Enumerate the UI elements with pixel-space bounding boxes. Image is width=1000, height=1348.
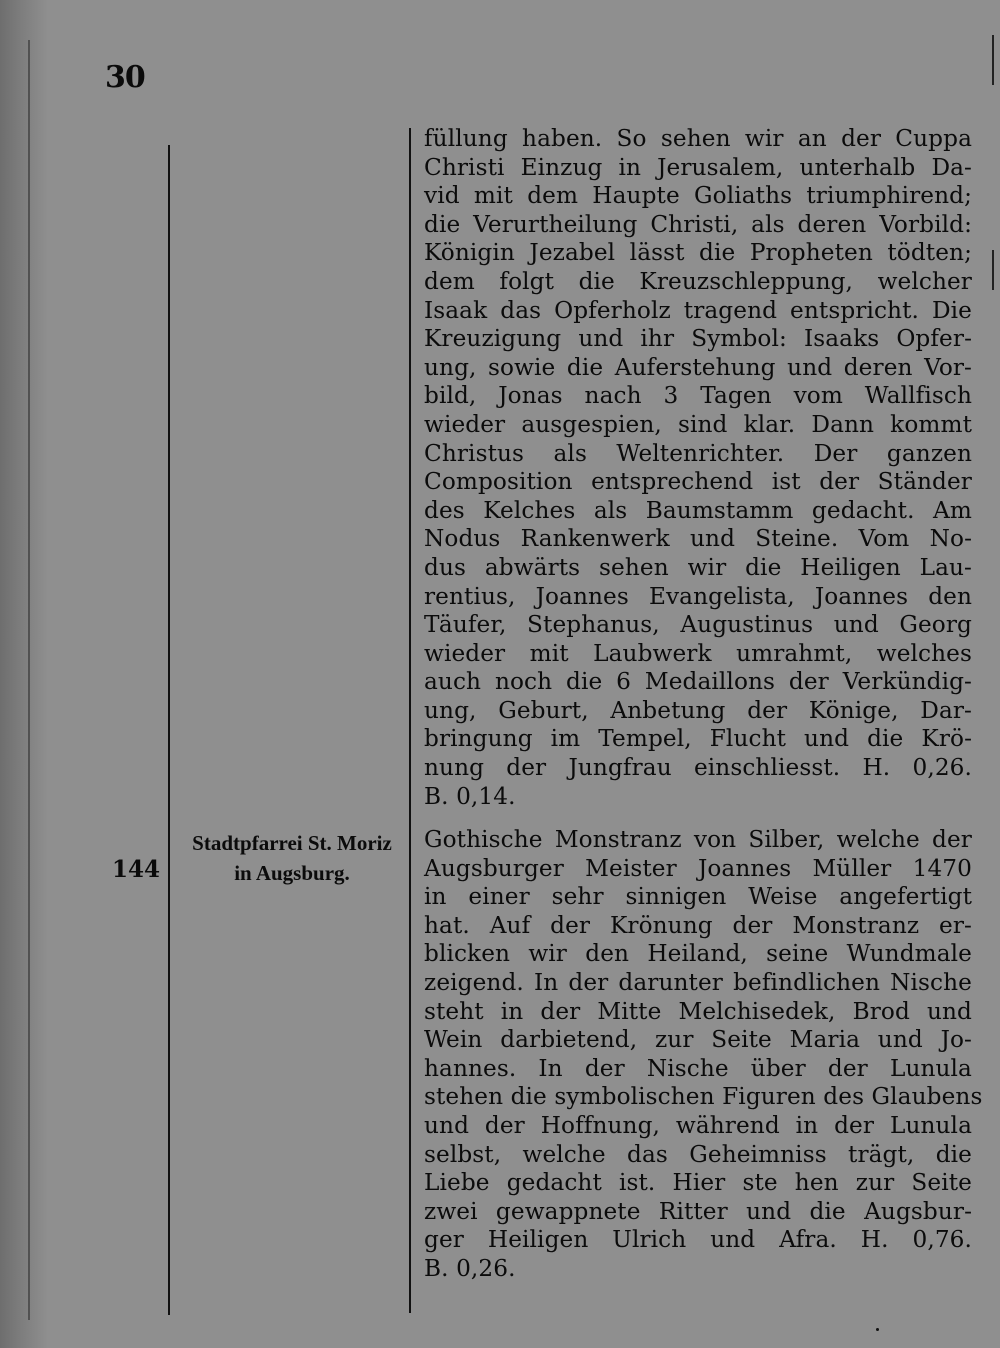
column-rule-left xyxy=(168,145,170,1315)
text-line: Täufer, Stephanus, Augustinus und Georg xyxy=(424,611,972,639)
entry-number: 144 xyxy=(112,856,161,883)
text-line: dem folgt die Kreuzschleppung, welcher xyxy=(424,267,972,295)
text-line: zeigend. In der darunter befindlichen Nische xyxy=(424,968,972,996)
text-line: rentius, Joannes Evangelista, Joannes den xyxy=(424,582,972,610)
text-line: Gothische Monstranz von Silber, welche der xyxy=(424,826,972,853)
text-line: vid mit dem Haupte Goliaths triumphirend; xyxy=(424,182,972,210)
edge-mark xyxy=(992,35,994,85)
text-line: nung der Jungfrau einschliesst. H. 0,26. xyxy=(424,754,972,782)
text-line: auch noch die 6 Medaillons der Verkündig- xyxy=(424,668,972,696)
text-line: Christi Einzug in Jerusalem, unterhalb Da- xyxy=(424,153,972,181)
text-line: und der Hoffnung, während in der Lunula xyxy=(424,1111,972,1139)
column-rule-right xyxy=(409,128,411,1313)
text-line: B. 0,14. xyxy=(424,782,516,810)
binding-edge xyxy=(28,40,30,1320)
page-number: 30 xyxy=(105,60,145,95)
owner-line-2: in Augsburg. xyxy=(234,861,350,885)
text-line: steht in der Mitte Melchisedek, Brod und xyxy=(424,997,972,1025)
text-line: bild, Jonas nach 3 Tagen vom Wallfisch xyxy=(424,382,972,410)
text-line: wieder mit Laubwerk umrahmt, welches xyxy=(424,639,972,667)
text-line: dus abwärts sehen wir die Heiligen Lau- xyxy=(424,553,972,581)
text-line: Königin Jezabel lässt die Propheten tödten; xyxy=(424,239,972,267)
binding-shadow xyxy=(0,0,48,1348)
text-line: hannes. In der Nische über der Lunula xyxy=(424,1054,972,1082)
text-line: Kreuzigung und ihr Symbol: Isaaks Opfer- xyxy=(424,325,972,353)
text-line: Augsburger Meister Joannes Müller 1470 xyxy=(424,854,972,882)
text-line: Liebe gedacht ist. Hier ste hen zur Seite xyxy=(424,1169,972,1197)
text-line: bringung im Tempel, Flucht und die Krö- xyxy=(424,725,972,753)
text-line: in einer sehr sinnigen Weise angefertigt xyxy=(424,883,972,911)
text-line: stehen die symbolischen Figuren des Glaubens xyxy=(424,1083,983,1111)
text-line: Isaak das Opferholz tragend entspricht. Die xyxy=(424,296,972,324)
entry-owner xyxy=(176,828,408,888)
owner-line-1: Stadtpfarrei St. Moriz xyxy=(192,831,392,855)
text-line: ung, Geburt, Anbetung der Könige, Dar- xyxy=(424,696,972,724)
text-line: Christus als Weltenrichter. Der ganzen xyxy=(424,439,972,467)
text-line: ung, sowie die Auferstehung und deren Vor- xyxy=(424,353,972,381)
text-line: Wein darbietend, zur Seite Maria und Jo- xyxy=(424,1026,972,1054)
text-line: B. 0,26. xyxy=(424,1254,516,1282)
entry-description xyxy=(424,826,983,1284)
text-line: hat. Auf der Krönung der Monstranz er- xyxy=(424,911,972,939)
text-line: wieder ausgespien, sind klar. Dann kommt xyxy=(424,410,972,438)
entry-description-continued xyxy=(424,125,972,811)
speck xyxy=(876,1328,879,1331)
text-line: Nodus Rankenwerk und Steine. Vom No- xyxy=(424,525,972,553)
text-line: selbst, welche das Geheimniss trägt, die xyxy=(424,1140,972,1168)
text-line: zwei gewappnete Ritter und die Augsbur- xyxy=(424,1197,972,1225)
text-line: Composition entsprechend ist der Ständer xyxy=(424,468,972,496)
text-line: blicken wir den Heiland, seine Wundmale xyxy=(424,940,972,968)
text-line: die Verurtheilung Christi, als deren Vorbild: xyxy=(424,210,972,238)
text-line: füllung haben. So sehen wir an der Cuppa xyxy=(424,125,972,152)
edge-mark xyxy=(992,250,994,290)
text-line: des Kelches als Baumstamm gedacht. Am xyxy=(424,496,972,524)
text-line: ger Heiligen Ulrich und Afra. H. 0,76. xyxy=(424,1226,972,1254)
